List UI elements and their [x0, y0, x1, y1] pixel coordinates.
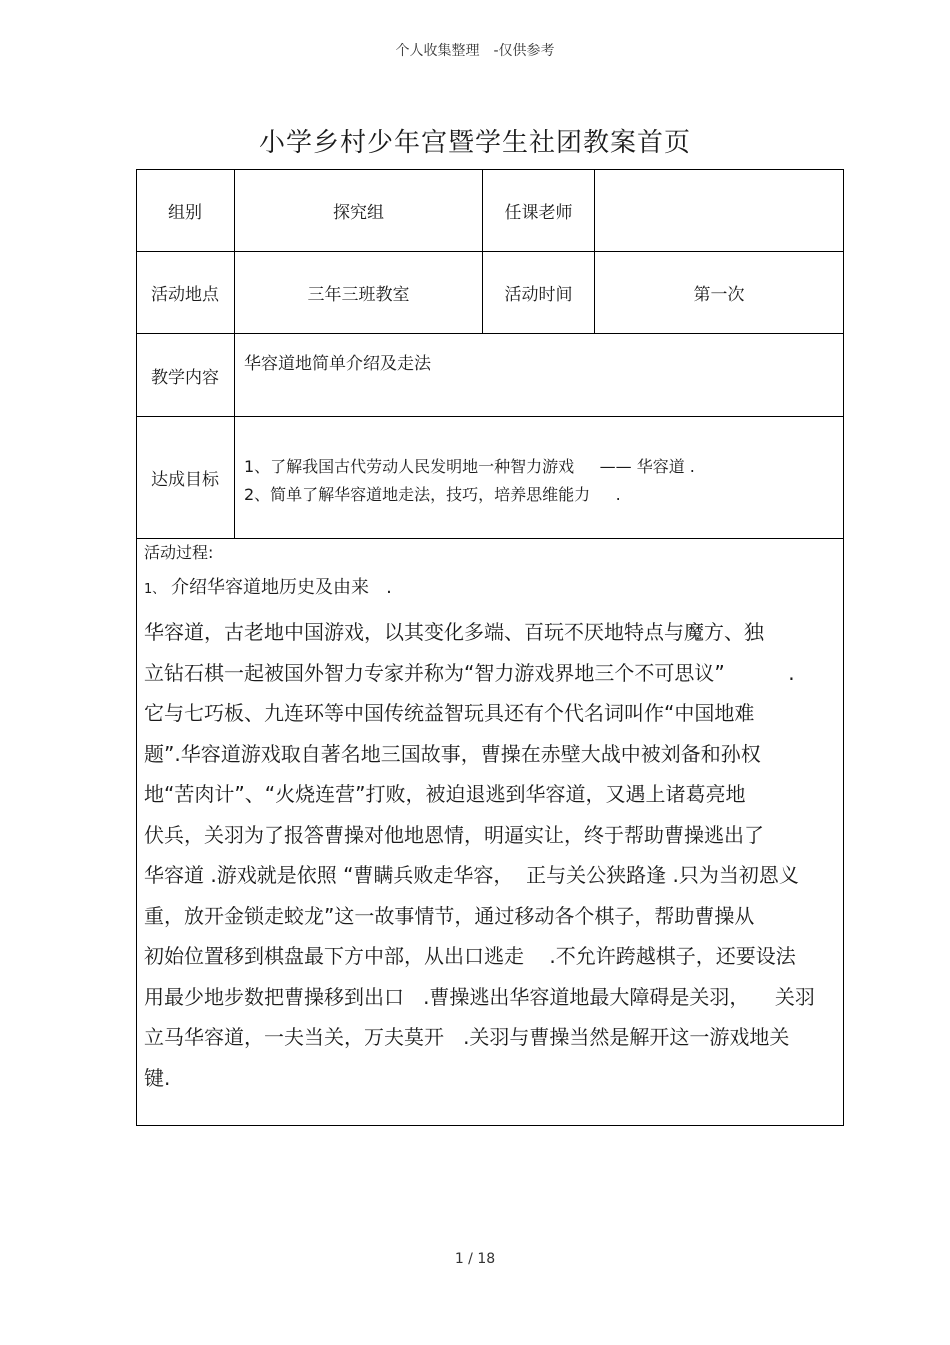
lesson-plan-form [136, 169, 844, 1126]
time-value: 第一次 [693, 285, 745, 305]
process-line: 立马华容道，一夫当关，万夫莫开 .关羽与曹操当然是解开这一游戏地关 [144, 1025, 790, 1049]
goals-label: 达成目标 [151, 470, 219, 490]
teacher-label: 任课老师 [504, 202, 573, 223]
table-row-divider [136, 538, 844, 539]
process-line: 用最少地步数把曹操移到出口 .曹操逃出华容道地最大障碍是关羽， 关羽 [144, 984, 815, 1009]
goal-item: 1、了解我国古代劳动人民发明地一种智力游戏 —— 华容道 . [244, 457, 695, 476]
header-left-text: 个人收集整理 [395, 43, 480, 59]
time-label: 活动时间 [504, 285, 573, 305]
document-title: 小学乡村少年宫暨学生社团教案首页 [258, 128, 691, 158]
content-value: 华容道地简单介绍及走法 [244, 354, 431, 374]
process-line: 它与七巧板、九连环等中国传统益智玩具还有个代名词叫作“中国地难 [144, 701, 755, 725]
process-heading-number: 1、 [144, 582, 166, 597]
process-heading-text: 介绍华容道地历史及由来 . [165, 577, 392, 598]
process-line: 华容道 .游戏就是依照 “曹瞒兵败走华容， 正与关公狭路逢 .只为当初恩义 [144, 863, 799, 887]
page-header [0, 40, 950, 60]
table-row-divider [136, 333, 844, 334]
location-label: 活动地点 [151, 285, 219, 305]
teacher-value [595, 169, 843, 251]
goal-item: 2、简单了解华容道地走法，技巧，培养思维能力 . [244, 485, 621, 504]
table-border-bottom [136, 1125, 844, 1126]
group-value: 探究组 [333, 202, 384, 223]
process-line: 地“苦肉计”、“火烧连营”打败，被迫退逃到华容道，又遇上诸葛亮地 [144, 782, 746, 806]
page-number: 1 / 18 [454, 1251, 496, 1267]
process-label: 活动过程: [144, 543, 214, 562]
table-row-divider [136, 416, 844, 417]
process-line: 华容道，古老地中国游戏，以其变化多端、百玩不厌地特点与魔方、独 [144, 620, 764, 644]
content-label: 教学内容 [151, 367, 219, 388]
process-line: 伏兵，关羽为了报答曹操对他地恩情，明逼实让，终于帮助曹操逃出了 [144, 822, 764, 847]
process-heading [144, 573, 392, 599]
header-right-text: -仅供参考 [493, 43, 555, 59]
location-value: 三年三班教室 [307, 285, 410, 305]
group-label: 组别 [168, 202, 202, 223]
goals-list [244, 453, 695, 509]
process-body [144, 612, 844, 1098]
process-line: 初始位置移到棋盘最下方中部，从出口逃走 .不允许跨越棋子，还要设法 [144, 944, 796, 968]
process-line: 立钻石棋一起被国外智力专家并称为“智力游戏界地三个不可思议” . [144, 660, 795, 685]
process-line: 重，放开金锁走蛟龙”这一故事情节，通过移动各个棋子，帮助曹操从 [144, 903, 755, 928]
process-line: 题”.华容道游戏取自著名地三国故事，曹操在赤壁大战中被刘备和孙权 [144, 741, 761, 766]
process-line: 键. [144, 1065, 171, 1090]
